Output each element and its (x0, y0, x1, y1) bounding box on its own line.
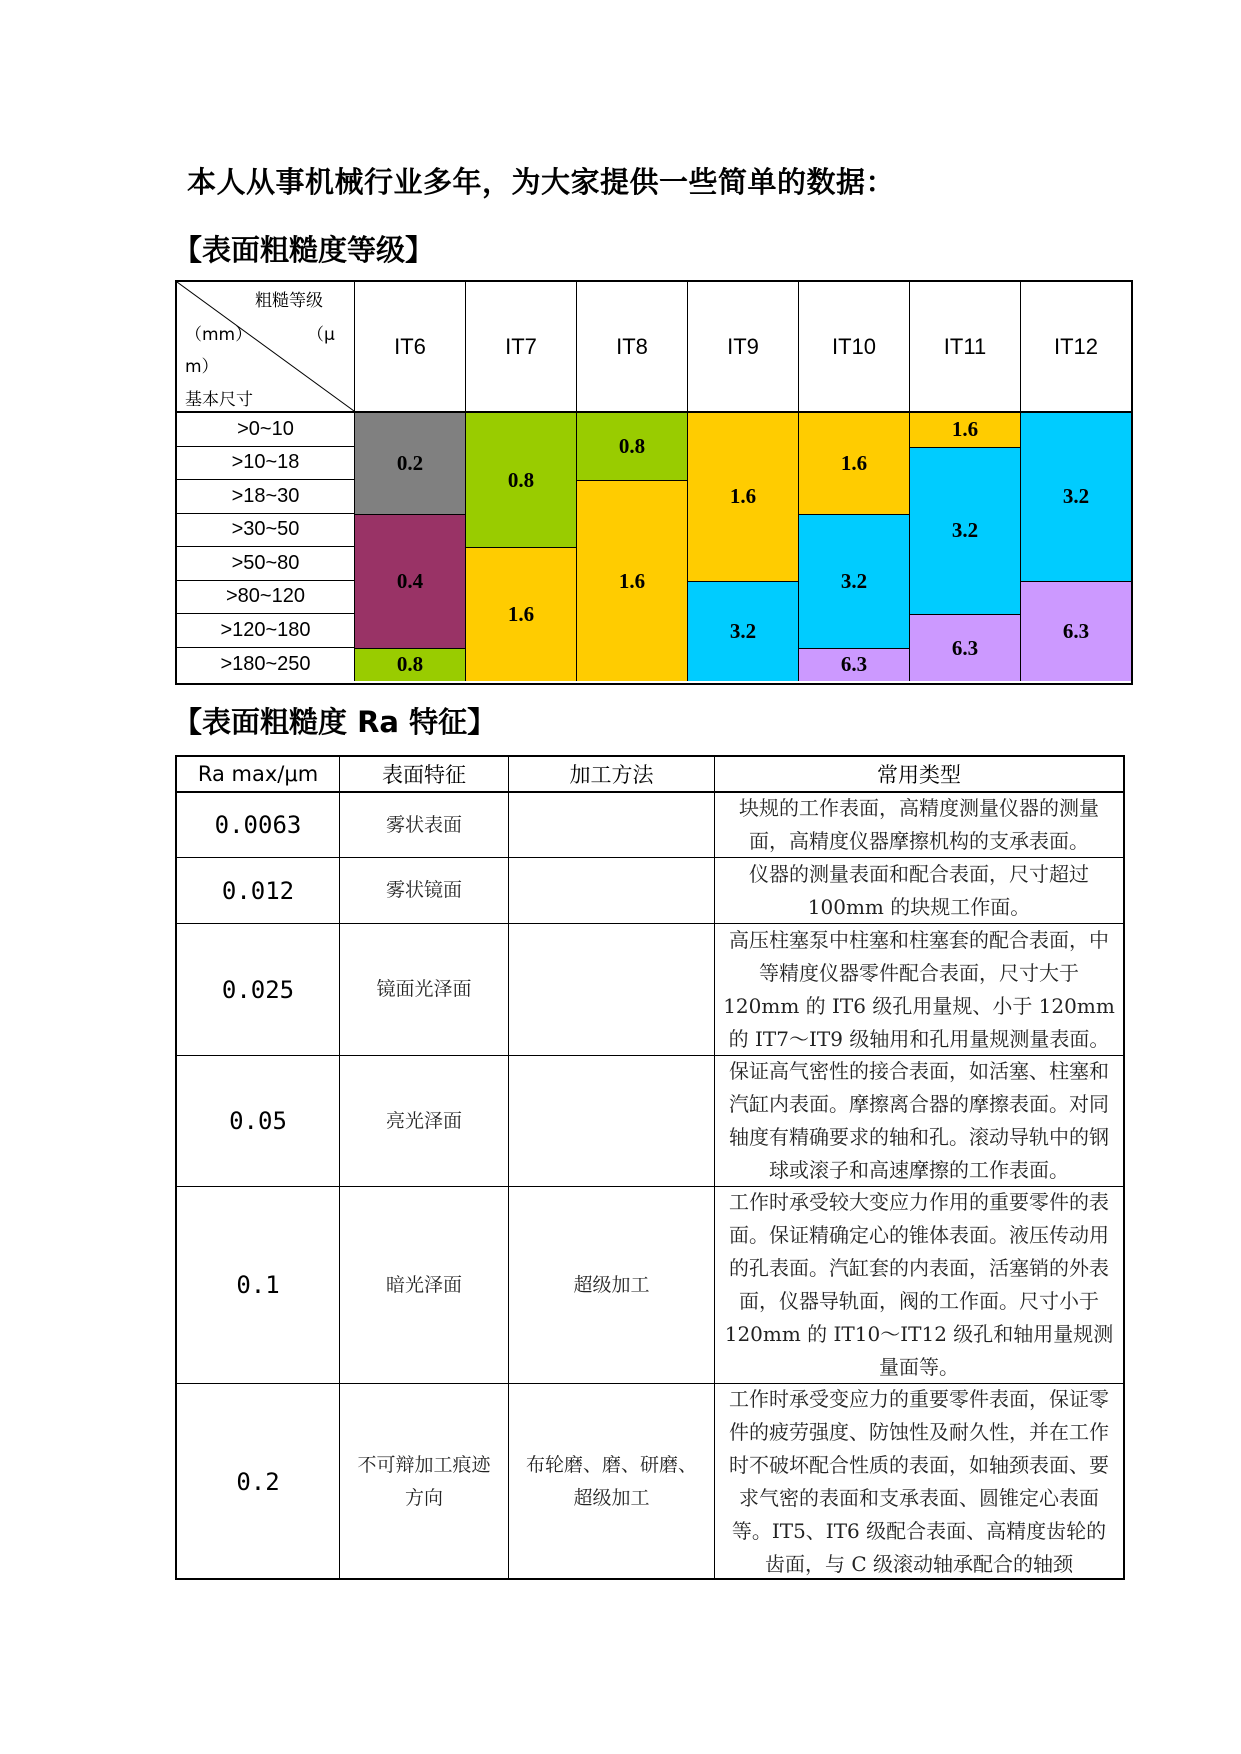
column-header: 常用类型 (714, 757, 1123, 791)
surface-feature-cell: 暗光泽面 (339, 1187, 508, 1383)
size-row-label: >0~10 (177, 413, 354, 447)
size-row-label: >180~250 (220, 652, 311, 675)
grade-header-it12: IT12 (1020, 282, 1131, 413)
ra-value-cell: 0.0063 (214, 811, 302, 839)
size-row-label: >18~30 (177, 480, 354, 514)
corner-grade-label: 粗糙等级 (255, 291, 323, 311)
roughness-value-block: 3.2 (687, 581, 798, 682)
grade-header-it6: IT6 (354, 282, 465, 413)
roughness-ra-title: 【表面粗糙度 Ra 特征】 (173, 705, 497, 739)
corner-header-cell (177, 282, 354, 413)
size-row-label: >10~18 (177, 447, 354, 481)
column-header: 加工方法 (508, 757, 714, 791)
roughness-feature-table (175, 755, 1125, 1580)
roughness-value-block: 0.8 (465, 413, 576, 547)
roughness-value-block: 3.2 (798, 514, 909, 648)
roughness-grade-title: 【表面粗糙度等级】 (173, 233, 435, 267)
table-header-row (177, 757, 1123, 791)
ra-value-cell: 0.025 (221, 975, 295, 1004)
roughness-value-block: 3.2 (909, 447, 1020, 615)
table-row (177, 1186, 1123, 1383)
corner-size-label: 基本尺寸 (185, 390, 253, 410)
roughness-value-block: 6.3 (798, 648, 909, 682)
size-row-label: >30~50 (177, 514, 354, 548)
table-row (177, 857, 1123, 923)
size-row-label: >120~180 (177, 614, 354, 648)
ra-value-cell: 0.012 (221, 876, 295, 905)
common-usage-cell: 工作时承受较大变应力作用的重要零件的表面。保证精确定心的锥体表面。液压传动用的孔表面。汽缸套的内表面，活塞销的外表面，仪器导轨面，阀的工作面。尺寸小于 120mm 的 IT10～IT12 级孔和轴用量规测量面等。 (714, 1187, 1123, 1383)
ra-value-cell: 0.1 (236, 1271, 280, 1299)
machining-method-cell (508, 793, 714, 857)
machining-method-cell: 超级加工 (508, 1187, 714, 1383)
common-usage-cell: 工作时承受变应力的重要零件表面，保证零件的疲劳强度、防蚀性及耐久性，并在工作时不破坏配合性质的表面，如轴颈表面、要求气密的表面和支承表面、圆锥定心表面等。IT5、IT6 级配合表面、高精度齿轮的齿面，与 C 级滚动轴承配合的轴颈 (714, 1384, 1123, 1580)
roughness-value-block: 1.6 (687, 413, 798, 581)
grade-header-it7: IT7 (465, 282, 576, 413)
corner-unit-mm: （mm） (185, 325, 253, 345)
ra-value-cell: 0.2 (236, 1468, 280, 1496)
grade-header-it9: IT9 (687, 282, 798, 413)
table-row (177, 1383, 1123, 1580)
machining-method-cell (508, 1056, 714, 1186)
machining-method-cell: 布轮磨、磨、研磨、超级加工 (508, 1384, 714, 1580)
table-row (177, 791, 1123, 857)
common-usage-cell: 高压柱塞泵中柱塞和柱塞套的配合表面，中等精度仪器零件配合表面，尺寸大于120mm 的 IT6 级孔用量规、小于 120mm的 IT7～IT9 级轴用和孔用量规测量表面。 (714, 924, 1123, 1055)
common-usage-cell: 保证高气密性的接合表面，如活塞、柱塞和汽缸内表面。摩擦离合器的摩擦表面。对同轴度有精确要求的轴和孔。滚动导轨中的钢球或滚子和高速摩擦的工作表面。 (714, 1056, 1123, 1186)
roughness-value-block: 1.6 (465, 547, 576, 681)
size-row-label: >50~80 (177, 547, 354, 581)
table-row (177, 1055, 1123, 1186)
grade-header-it10: IT10 (798, 282, 909, 413)
roughness-value-block: 1.6 (909, 413, 1020, 447)
corner-unit-um-2: m） (185, 357, 219, 377)
ra-value-cell: 0.05 (229, 1107, 287, 1135)
common-usage-cell: 块规的工作表面，高精度测量仪器的测量面，高精度仪器摩擦机构的支承表面。 (714, 793, 1123, 857)
roughness-value-block: 0.8 (576, 413, 687, 480)
surface-feature-cell: 亮光泽面 (339, 1056, 508, 1186)
corner-unit-um: （μ (307, 325, 335, 345)
roughness-value-block: 1.6 (798, 413, 909, 514)
grade-header-it11: IT11 (909, 282, 1020, 413)
surface-feature-cell: 雾状表面 (339, 793, 508, 857)
size-row-label: >80~120 (177, 581, 354, 615)
machining-method-cell (508, 858, 714, 923)
roughness-value-block: 6.3 (1020, 581, 1131, 682)
roughness-value-block: 1.6 (576, 480, 687, 681)
machining-method-cell (508, 924, 714, 1055)
table-row (177, 923, 1123, 1055)
surface-feature-cell: 雾状镜面 (339, 858, 508, 923)
surface-feature-cell: 不可辩加工痕迹方向 (339, 1384, 508, 1580)
common-usage-cell: 仪器的测量表面和配合表面，尺寸超过100mm 的块规工作面。 (714, 858, 1123, 923)
roughness-value-block: 3.2 (1020, 413, 1131, 581)
roughness-value-block: 0.4 (354, 514, 465, 648)
roughness-grade-table (175, 280, 1133, 685)
intro-text: 本人从事机械行业多年，为大家提供一些简单的数据： (187, 165, 896, 199)
column-header: 表面特征 (339, 757, 508, 791)
grade-header-it8: IT8 (576, 282, 687, 413)
column-header: Ra max/μm (197, 762, 319, 786)
surface-feature-cell: 镜面光泽面 (339, 924, 508, 1055)
roughness-value-block: 0.2 (354, 413, 465, 514)
roughness-value-block: 6.3 (909, 614, 1020, 681)
roughness-value-block: 0.8 (354, 648, 465, 682)
